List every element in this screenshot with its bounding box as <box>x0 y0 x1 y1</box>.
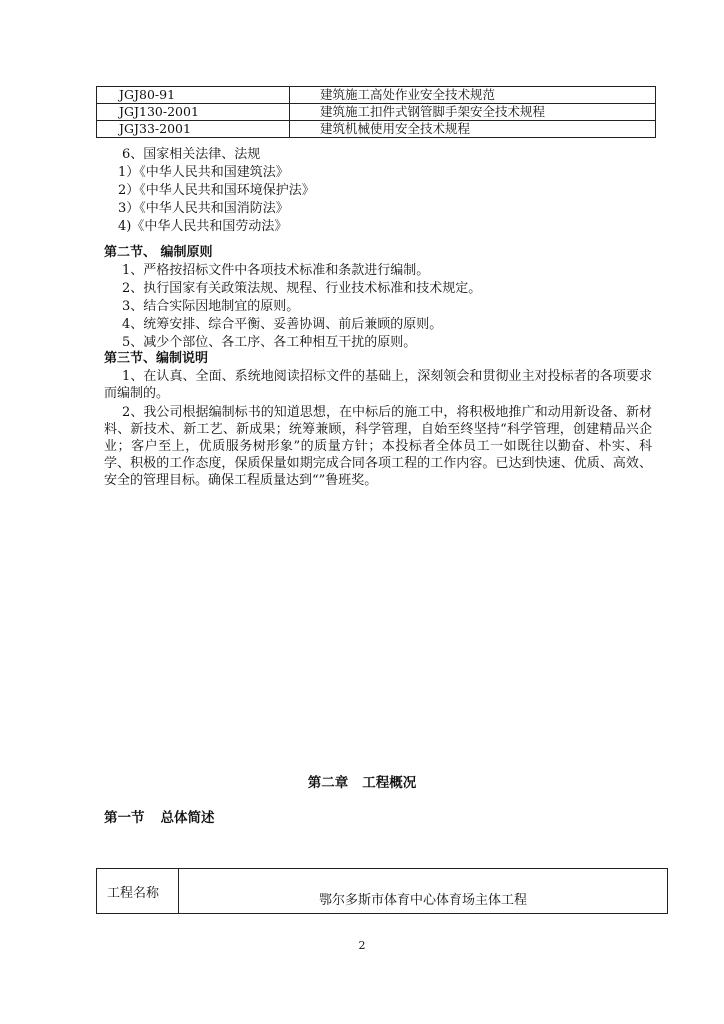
law-item: 2）《中华人民共和国环境保护法》 <box>118 183 315 198</box>
laws-heading: 6、国家相关法律、法规 <box>122 147 261 162</box>
standards-table <box>96 86 656 138</box>
standard-code: JGJ130-2001 <box>97 104 290 121</box>
project-info-table <box>96 868 668 914</box>
section-title: 第二节、 编制原则 <box>104 245 213 260</box>
principle-item: 1、严格按招标文件中各项技术标准和条款进行编制。 <box>122 263 430 278</box>
chapter-label: 第二章 <box>307 775 349 791</box>
principle-item: 3、结合实际因地制宜的原则。 <box>122 299 300 314</box>
principle-item: 4、统筹安排、综合平衡、妥善协调、前后兼顾的原则。 <box>122 317 443 332</box>
section-name: 总体简述 <box>160 810 215 826</box>
table-row <box>97 121 656 138</box>
project-name-value: 鄂尔多斯市体育中心体育场主体工程 <box>318 893 527 908</box>
chapter-title <box>0 771 724 791</box>
section-title <box>104 806 215 826</box>
table-row <box>97 104 656 121</box>
law-item: 3）《中华人民共和国消防法》 <box>118 201 289 216</box>
table-row <box>97 87 656 104</box>
project-name-label: 工程名称 <box>97 869 179 913</box>
section-label: 第一节 <box>104 810 145 826</box>
standard-name: 建筑施工扣件式钢管脚手架安全技术规程 <box>290 104 656 121</box>
section-title: 第三节、编制说明 <box>104 351 209 366</box>
standard-code: JGJ80-91 <box>97 87 290 104</box>
page-number: 2 <box>358 939 366 952</box>
standard-name: 建筑施工高处作业安全技术规范 <box>290 87 656 104</box>
principle-item: 5、减少个部位、各工序、各工种相互干扰的原则。 <box>122 335 417 350</box>
law-item: 4)《中华人民共和国劳动法》 <box>118 219 288 234</box>
law-item: 1）《中华人民共和国建筑法》 <box>118 165 289 180</box>
standard-name: 建筑机械使用安全技术规程 <box>290 121 656 138</box>
chapter-name: 工程概况 <box>362 775 417 791</box>
paragraph: 2、我公司根据编制标书的知道思想，在中标后的施工中，将积极地推广和动用新设备、新材料、新技术、新工艺、新成果；统筹兼顾，科学管理，自始至终坚持“科学管理，创建精品兴企业；客户至上，优质服务树形象”的质量方针；本投标者全体员工一如既往以勤奋、朴实、科学、积极的工作态度，保质保量如期完成合同各项工程的工作内容。已达到快速、优质、高效、安全的管理目标。确保工程质量达到“”鲁班奖。 <box>104 405 652 488</box>
principle-item: 2、执行国家有关政策法规、规程、行业技术标准和技术规定。 <box>122 281 482 296</box>
paragraph: 1、在认真、全面、系统地阅读招标文件的基础上，深刻领会和贯彻业主对投标者的各项要求而编制的。 <box>104 369 652 401</box>
standard-code: JGJ33-2001 <box>97 121 290 138</box>
